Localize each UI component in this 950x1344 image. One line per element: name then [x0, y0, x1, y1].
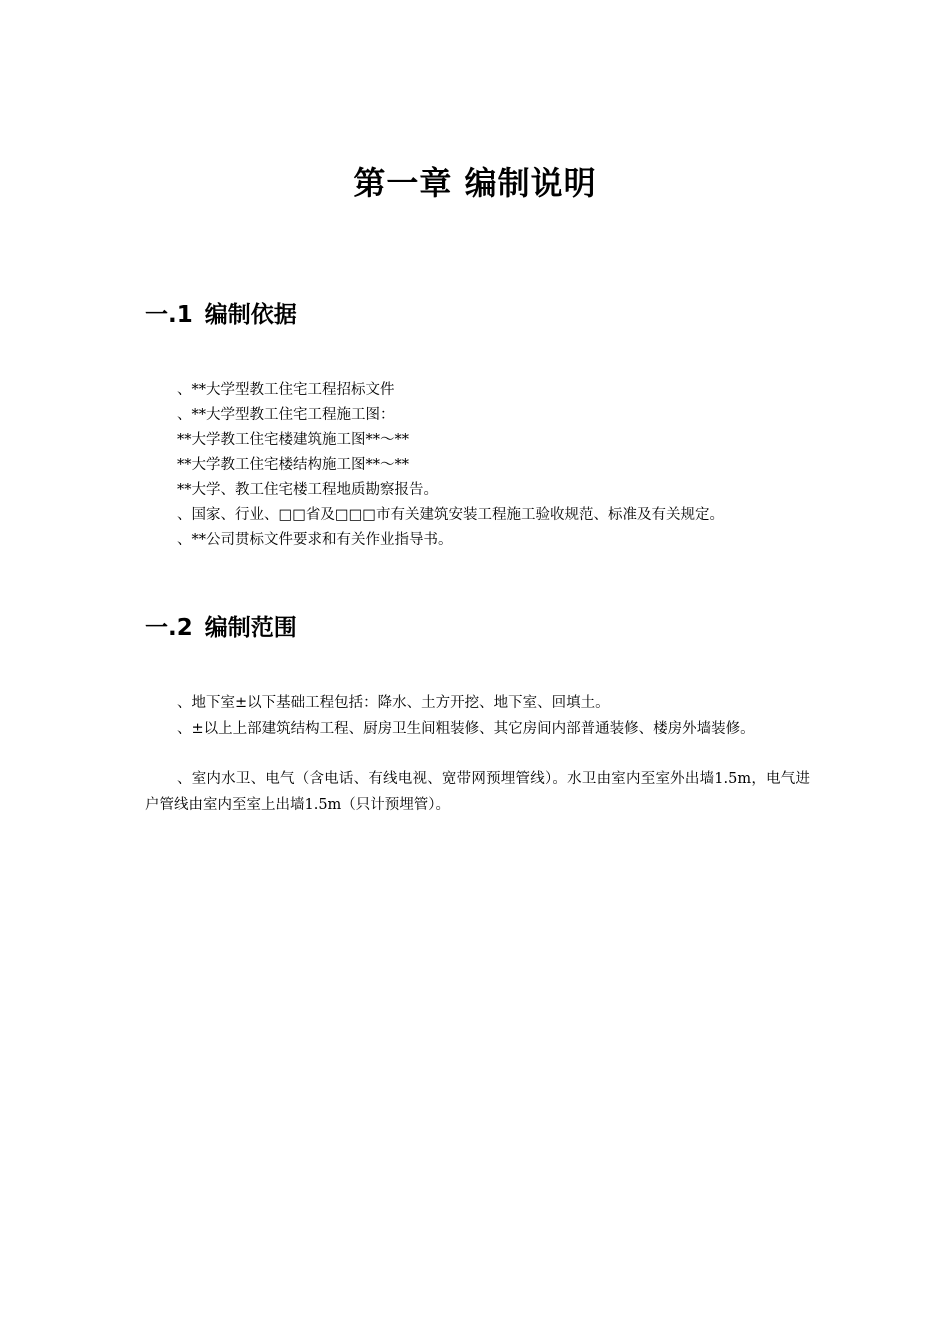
list-item: **大学、教工住宅楼工程地质勘察报告。: [177, 482, 438, 498]
list-item: 、国家、行业、□□省及□□□市有关建筑安装工程施工验收规范、标准及有关规定。: [177, 507, 724, 523]
section-title: 编制依据: [204, 302, 297, 328]
list-item: 、**公司贯标文件要求和有关作业指导书。: [177, 532, 453, 548]
scope-paragraph: 、室内水卫、电气（含电话、有线电视、宽带网预埋管线）。水卫由室内至室外出墙1.5m，电气进户管线由室内至室上出墙1.5m（只计预埋管）。: [145, 771, 810, 813]
scope-paragraph: 、地下室±以下基础工程包括：降水、土方开挖、地下室、回填土。: [177, 695, 610, 711]
list-item: **大学教工住宅楼建筑施工图**～**: [177, 432, 409, 448]
scope-paragraph: 、±以上上部建筑结构工程、厨房卫生间粗装修、其它房间内部普通装修、楼房外墙装修。: [177, 721, 755, 737]
list-item: **大学教工住宅楼结构施工图**～**: [177, 457, 409, 473]
list-item: 、**大学型教工住宅工程招标文件: [177, 382, 395, 398]
section-number: 一.1: [145, 302, 193, 328]
chapter-title: 第一章 编制说明: [353, 164, 597, 202]
section-number: 一.2: [145, 615, 193, 641]
section-heading-scope: [145, 609, 297, 642]
section-heading-basis: [145, 296, 297, 329]
section-title: 编制范围: [204, 615, 297, 641]
list-item: 、**大学型教工住宅工程施工图：: [177, 407, 395, 423]
